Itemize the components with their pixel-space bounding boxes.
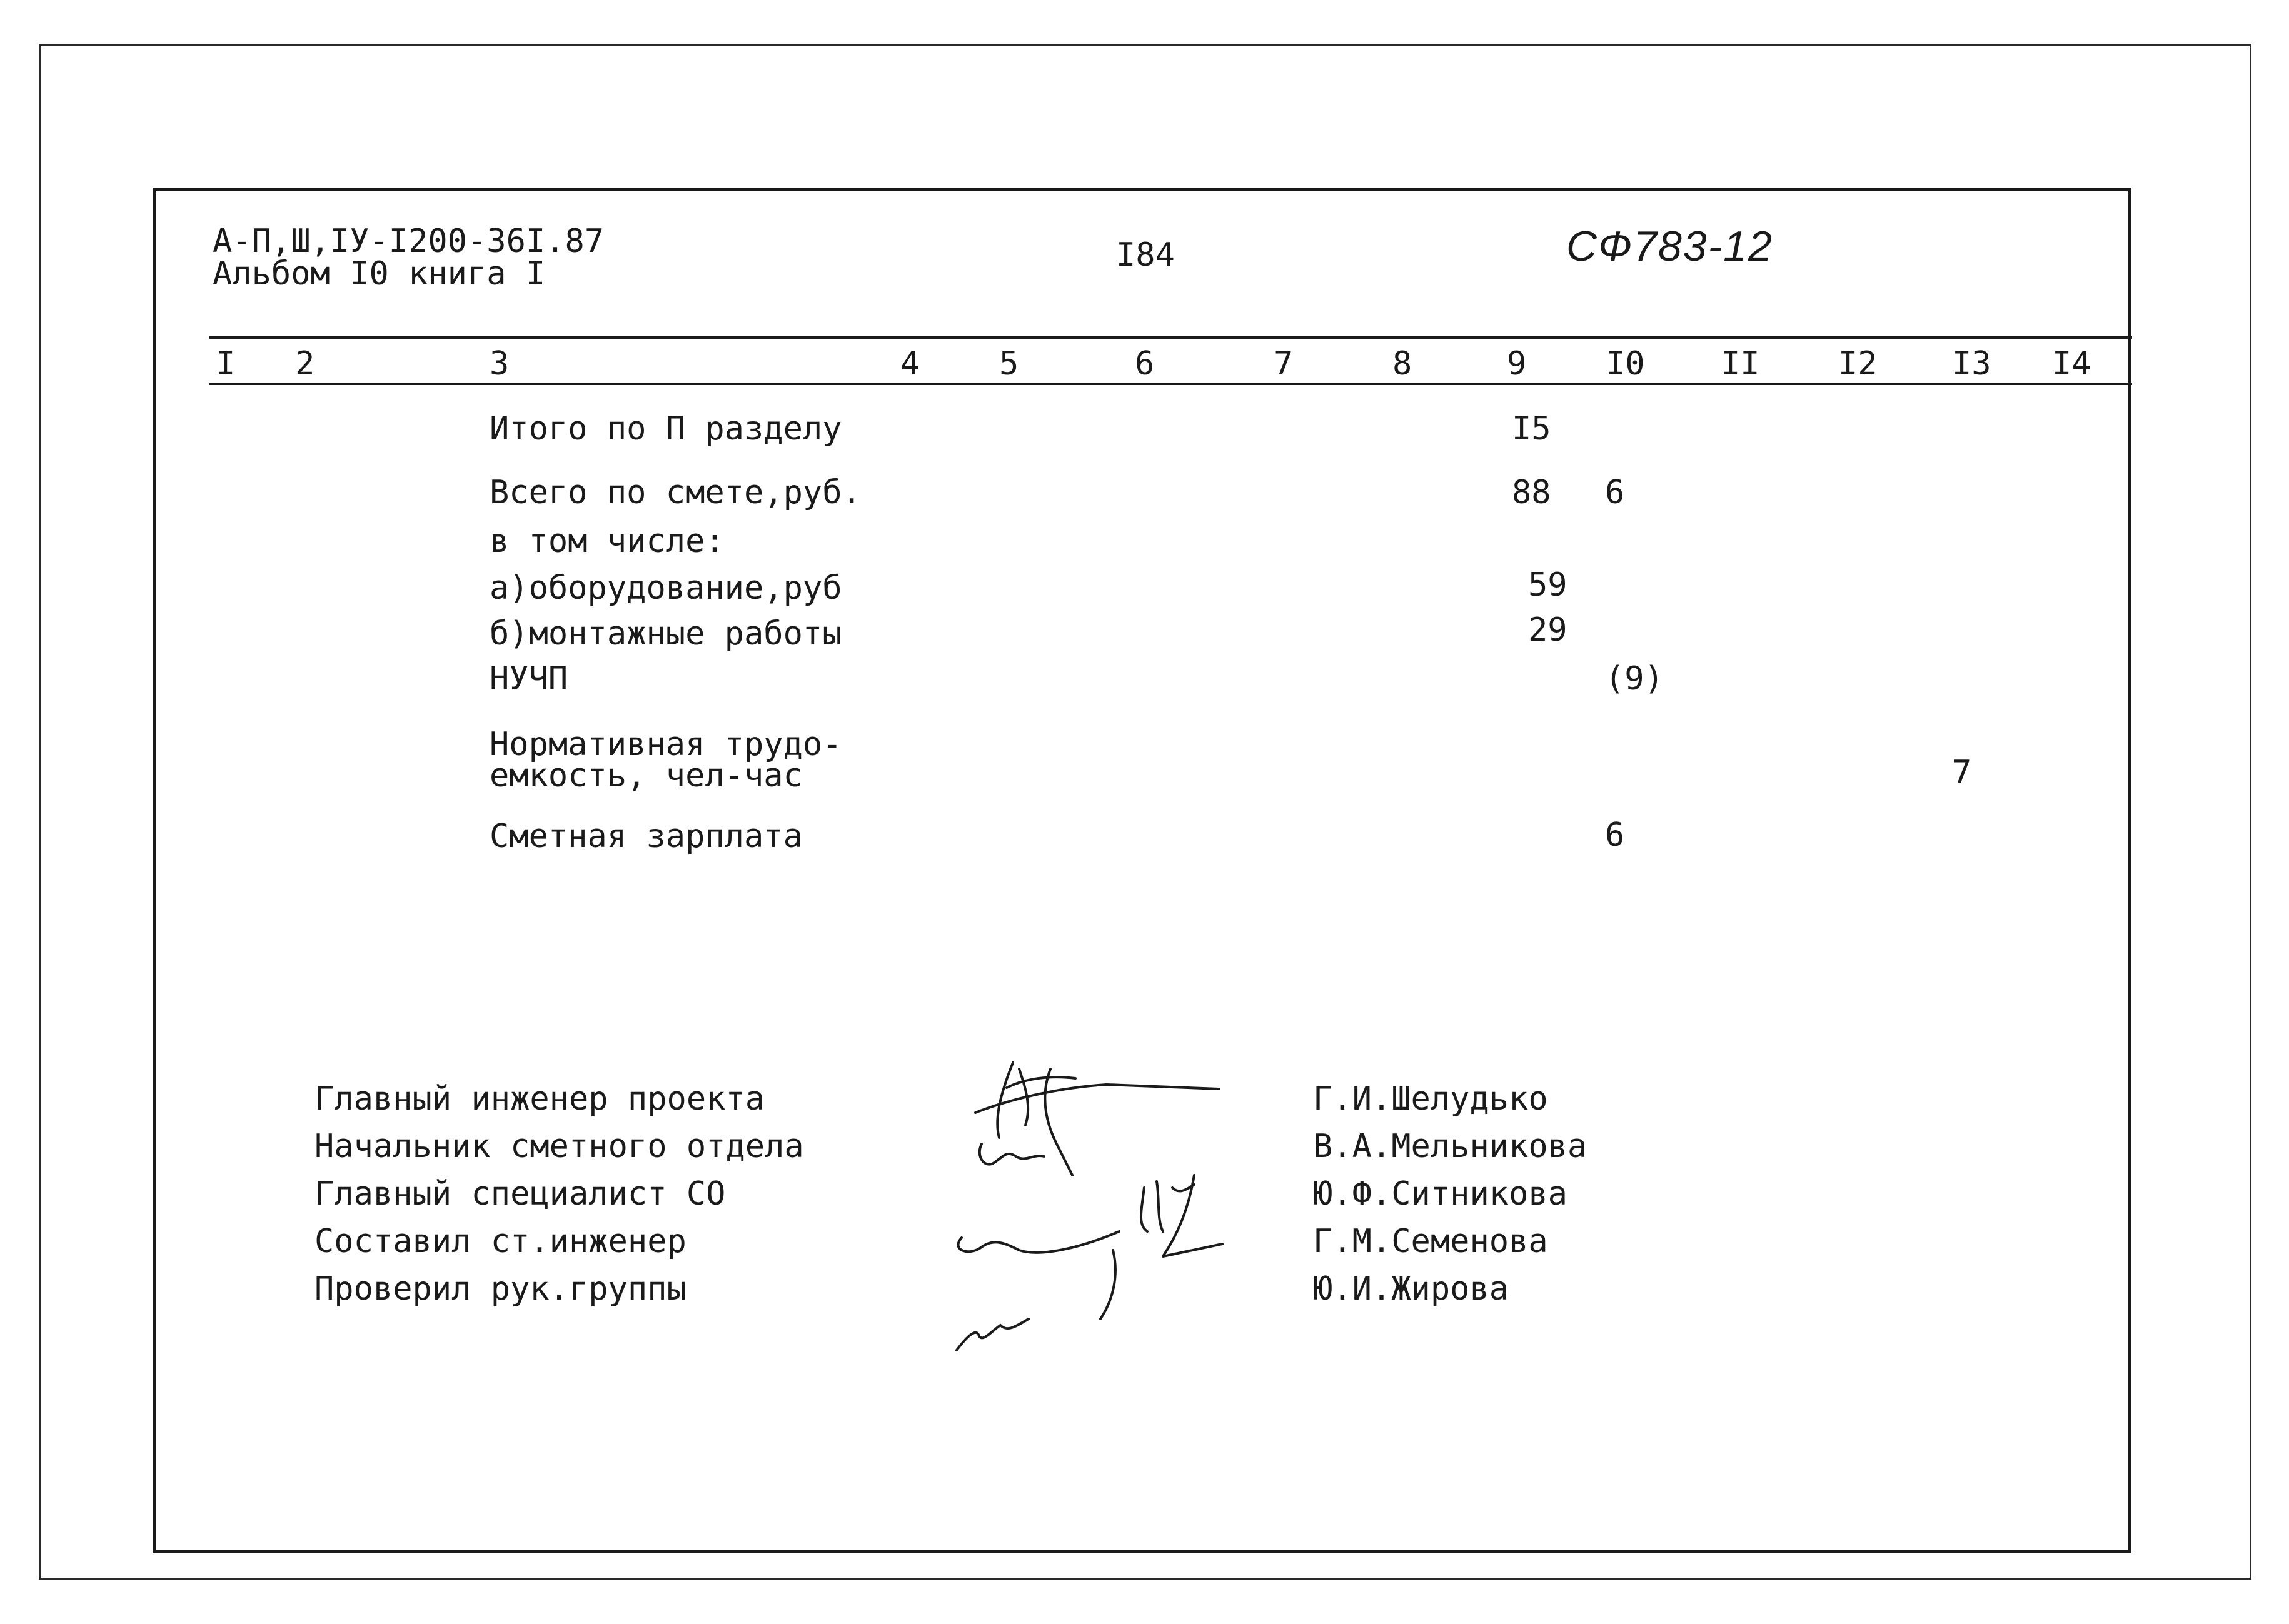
row-label-labor-line1: Нормативная трудо- bbox=[490, 726, 842, 763]
column-header: I4 bbox=[2052, 345, 2091, 383]
row-label-equipment: а)оборудование,руб bbox=[490, 569, 842, 607]
column-header: 6 bbox=[1135, 345, 1155, 383]
column-header: 5 bbox=[999, 345, 1019, 383]
sheet-code: СФ783-12 bbox=[1566, 223, 1773, 270]
row-label-labor-line2: емкость, чел-час bbox=[490, 757, 803, 794]
row-label-total-estimate: Всего по смете,руб. bbox=[490, 474, 862, 511]
column-header: 3 bbox=[490, 345, 510, 383]
column-header: 8 bbox=[1392, 345, 1412, 383]
row-label-installation: б)монтажные работы bbox=[490, 615, 842, 653]
role-checked-by: Проверил рук.группы bbox=[314, 1270, 687, 1308]
row-label-total-section: Итого по П разделу bbox=[490, 410, 842, 448]
cell-total-estimate-col9: 88 bbox=[1512, 474, 1551, 511]
table-header-rule bbox=[209, 383, 2132, 385]
column-header: I3 bbox=[1952, 345, 1991, 383]
handwritten-signatures bbox=[932, 1050, 1282, 1375]
name-chief-specialist: Ю.Ф.Ситникова bbox=[1313, 1175, 1567, 1213]
column-header: I2 bbox=[1838, 345, 1878, 383]
name-head-estimates: В.А.Мельникова bbox=[1313, 1128, 1587, 1165]
cell-equipment-col9: 59 bbox=[1528, 566, 1567, 604]
cell-total-estimate-col10: 6 bbox=[1605, 474, 1625, 511]
column-header: 9 bbox=[1507, 345, 1527, 383]
role-head-estimates: Начальник сметного отдела bbox=[314, 1128, 804, 1165]
column-header: 4 bbox=[900, 345, 920, 383]
row-label-wages: Сметная зарплата bbox=[490, 818, 803, 855]
role-chief-engineer: Главный инженер проекта bbox=[314, 1080, 765, 1118]
document-code: А-П,Ш,IУ-I200-36I.87 bbox=[213, 223, 605, 260]
cell-nuchp-col10: (9) bbox=[1605, 660, 1664, 698]
page-number: I84 bbox=[1116, 236, 1175, 274]
cell-installation-col9: 29 bbox=[1528, 611, 1567, 649]
column-header: I bbox=[216, 345, 236, 383]
cell-wages-col10: 6 bbox=[1605, 816, 1625, 854]
cell-labor-col13: 7 bbox=[1952, 754, 1972, 791]
name-chief-engineer: Г.И.Шелудько bbox=[1313, 1080, 1548, 1118]
name-checked-by: Ю.И.Жирова bbox=[1313, 1270, 1509, 1308]
name-compiled-by: Г.М.Семенова bbox=[1313, 1223, 1548, 1260]
column-header: I0 bbox=[1606, 345, 1645, 383]
cell-total-section-col9: I5 bbox=[1512, 410, 1551, 448]
table-top-rule bbox=[209, 336, 2132, 339]
album-label: Альбом I0 книга I bbox=[213, 255, 546, 293]
role-chief-specialist: Главный специалист СО bbox=[314, 1175, 726, 1213]
row-label-including: в том числе: bbox=[490, 523, 725, 560]
column-header: II bbox=[1721, 345, 1760, 383]
row-label-nuchp: НУЧП bbox=[490, 660, 568, 698]
role-compiled-by: Составил ст.инженер bbox=[314, 1223, 687, 1260]
column-header: 7 bbox=[1274, 345, 1294, 383]
column-header: 2 bbox=[295, 345, 315, 383]
